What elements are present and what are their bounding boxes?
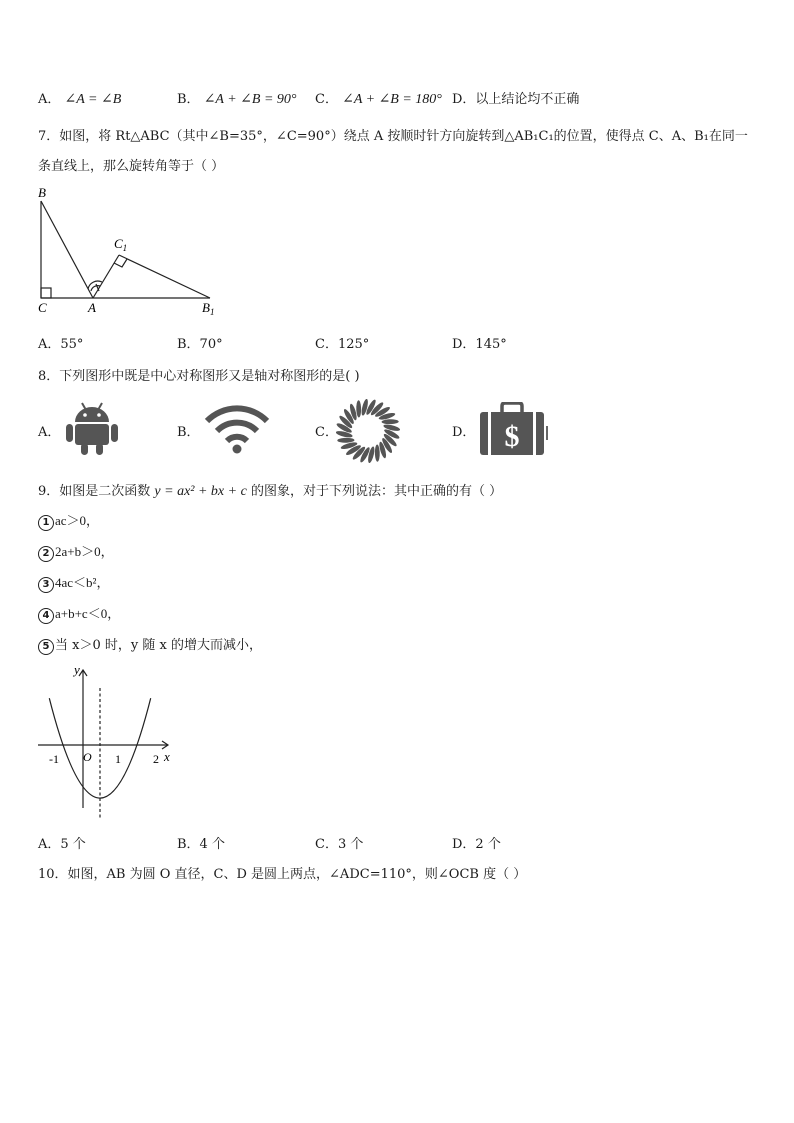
- wifi-icon: [202, 402, 272, 454]
- label-B1: $B_1$: [202, 300, 215, 317]
- x-axis-label: x: [164, 749, 170, 764]
- y-axis-label: y: [74, 662, 80, 677]
- sunburst-petal: [336, 437, 355, 443]
- q9-stem-function: y = ax² + bx + c: [154, 484, 247, 499]
- q6-option-c-label: C．: [315, 92, 338, 107]
- q6-option-c: [315, 88, 442, 108]
- segment-AC1: [93, 255, 119, 298]
- q7-option-d: D．145°: [452, 337, 507, 352]
- q6-option-a: [38, 88, 121, 108]
- q8-stem: 8．下列图形中既是中心对称图形又是轴对称图形的是( ): [38, 369, 360, 384]
- statement-number: 5: [38, 639, 54, 655]
- statement-text: 4ac＜b²，: [55, 575, 110, 590]
- q8-option-d-label: D．: [452, 425, 476, 440]
- label-C1: $C_1$: [114, 236, 128, 253]
- sunburst-petal: [374, 444, 380, 463]
- android-icon: [66, 400, 118, 456]
- rotation-arc: [88, 281, 102, 289]
- statement-number: 2: [38, 546, 54, 562]
- tick-label-neg1: -1: [49, 752, 59, 766]
- segment-C1B1: [119, 255, 210, 298]
- q9-statement-4: [38, 603, 120, 624]
- q6-option-a-label: A．: [38, 92, 61, 107]
- sunburst-icon: [336, 399, 400, 463]
- q7-option-a: A．55°: [38, 337, 84, 352]
- q7-stem-line2: 条直线上，那么旋转角等于（ ）: [38, 159, 225, 174]
- label-A: A: [88, 300, 96, 315]
- q9-statement-5: [38, 634, 262, 655]
- tick-label-1: 1: [115, 752, 121, 766]
- q6-option-c-expr: ∠A + ∠B = 180°: [342, 92, 442, 107]
- q9-stem-pre: 9．如图是二次函数: [38, 484, 155, 499]
- q8-option-b-label: B．: [177, 425, 200, 440]
- q9-stem: [38, 480, 502, 500]
- q6-option-b-label: B．: [177, 92, 200, 107]
- q9-option-a: A．5 个: [38, 837, 86, 852]
- label-B: B: [38, 185, 46, 200]
- q6-option-d: D．以上结论均不正确: [452, 92, 580, 107]
- sunburst-petal: [356, 399, 362, 418]
- q7-stem-line1: 7．如图，将 Rt△ABC（其中∠B=35°，∠C=90°）绕点 A 按顺时针方向旋转到△AB₁C₁的位置，使得点 C、A、B₁在同一: [38, 129, 748, 144]
- briefcase-dollar-icon: [478, 402, 550, 456]
- q9-statement-3: [38, 572, 109, 593]
- q9-statement-1: [38, 510, 99, 531]
- q7-rotation-figure: [30, 182, 230, 317]
- origin-label: O: [83, 750, 92, 764]
- tick-label-2: 2: [153, 752, 159, 766]
- statement-text: 2a+b＞0，: [55, 544, 114, 559]
- sunburst-petal: [381, 419, 400, 425]
- statement-number: 4: [38, 608, 54, 624]
- label-C: C: [38, 300, 47, 315]
- q9-stem-post: 的图象，对于下列说法：其中正确的有（ ）: [246, 484, 503, 499]
- q9-option-c: C．3 个: [315, 837, 364, 852]
- statement-text: a+b+c＜0，: [55, 606, 121, 621]
- q7-option-b: B．70°: [177, 337, 223, 352]
- statement-number: 1: [38, 515, 54, 531]
- statement-text: ac＞0，: [55, 513, 100, 528]
- q6-option-a-expr: ∠A = ∠B: [64, 92, 122, 107]
- statement-text: 当 x＞0 时，y 随 x 的增大而减小，: [55, 638, 262, 653]
- statement-number: 3: [38, 577, 54, 593]
- segment-BA: [41, 201, 93, 298]
- q9-parabola-graph: [36, 660, 181, 820]
- q8-option-a-label: A．: [38, 425, 61, 440]
- q8-option-c-label: C．: [315, 425, 338, 440]
- q7-option-c: C．125°: [315, 337, 370, 352]
- q9-option-b: B．4 个: [177, 837, 225, 852]
- q10-stem: 10．如图，AB 为圆 O 直径，C、D 是圆上两点，∠ADC=110°，则∠OCB 度（ ）: [38, 867, 527, 882]
- right-angle-mark-c: [41, 288, 51, 298]
- q6-option-b: [177, 88, 297, 108]
- q6-option-b-expr: ∠A + ∠B = 90°: [203, 92, 297, 107]
- q9-statement-2: [38, 541, 114, 562]
- q9-option-d: D．2 个: [452, 837, 501, 852]
- dollar-sign: $: [504, 420, 520, 453]
